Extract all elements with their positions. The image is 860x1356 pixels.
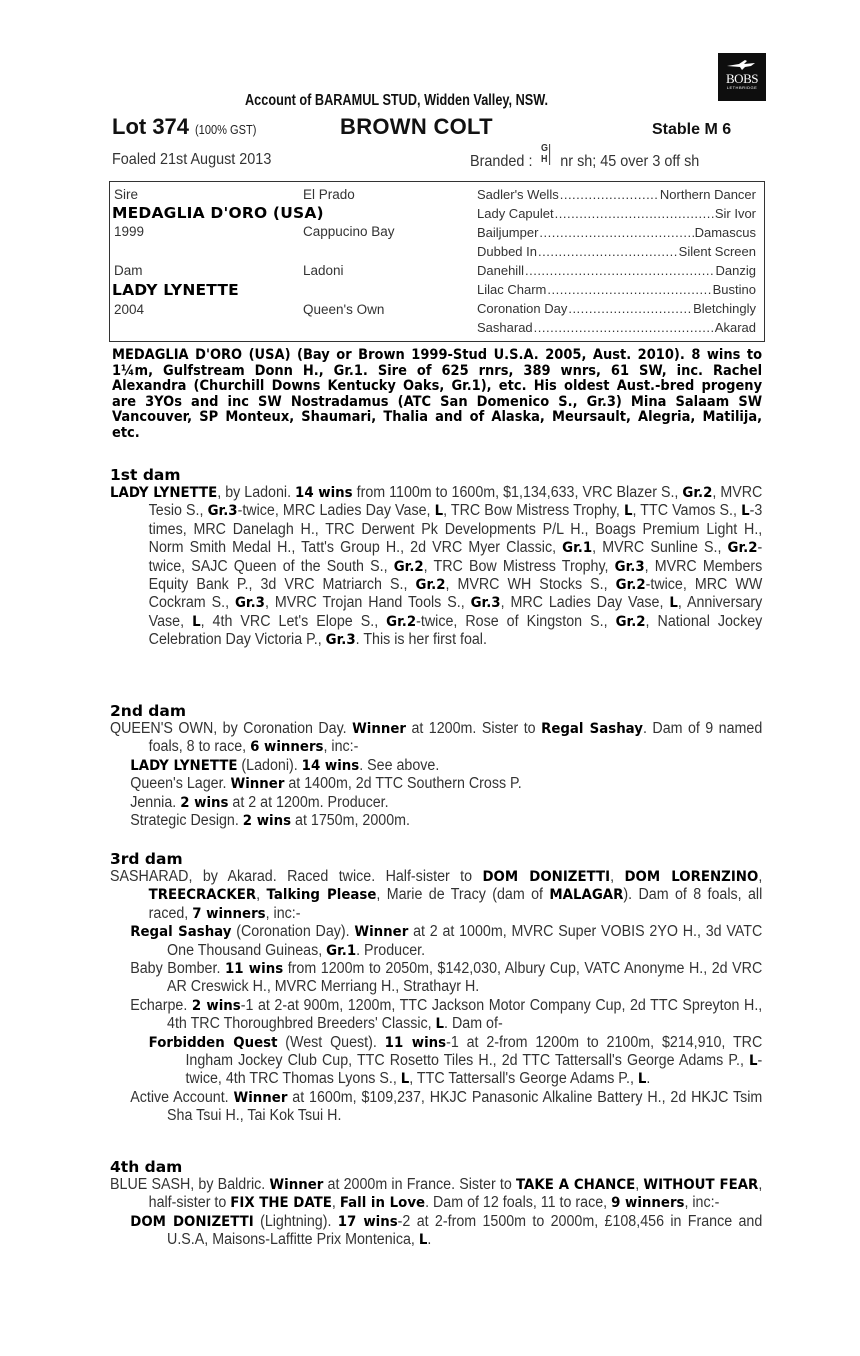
- section-heading: 4th dam: [110, 1158, 183, 1176]
- progeny-entry: Active Account. Winner at 1600m, $109,237, HKJC Panasonic Alkaline Battery H., 2d HKJC Tsim Sha Tsui H., Tai Kok Tsui H.: [130, 1088, 763, 1125]
- ancestor-row: Danehill ..... Danzig: [477, 263, 756, 279]
- progeny-entry: Queen's Lager. Winner at 1400m, 2d TTC Southern Cross P.: [130, 775, 522, 793]
- bobs-logo: [718, 53, 766, 101]
- dam-dam: Queen's Own: [303, 302, 385, 317]
- ancestor-row: Bailjumper ..... Damascus: [477, 225, 756, 241]
- foaled-date: Foaled 21st August 2013: [112, 151, 272, 168]
- ancestor-row: Dubbed In ..... Silent Screen: [477, 244, 756, 260]
- section-body: [110, 484, 762, 650]
- branded-detail: nr sh; 45 over 3 off sh: [560, 153, 700, 170]
- lot-number: [112, 114, 267, 140]
- sire-year: 1999: [114, 224, 145, 239]
- ancestor-row: Lilac Charm ..... Bustino: [477, 282, 756, 298]
- progeny-entry: DOM DONIZETTI (Lightning). 17 wins-2 at 2-from 1500m to 2000m, £108,456 in France and U.S.A, Maisons-Laffitte Prix Montenica, L.: [130, 1212, 763, 1249]
- section-heading: 1st dam: [110, 466, 181, 484]
- vendor-account: Account of BARAMUL STUD, Widden Valley, NSW.: [245, 92, 549, 109]
- dam-name: LADY LYNETTE: [112, 281, 239, 299]
- sire-label: Sire: [114, 187, 139, 202]
- section-4th-dam: [110, 1158, 762, 1250]
- sire-summary: MEDAGLIA D'ORO (USA) (Bay or Brown 1999-Stud U.S.A. 2005, Aust. 2010). 8 wins to 1¼m, Gulfstream Donn H., Gr.1. Sire of 625 rnrs, 389 wnrs, 61 SW, inc. Rachel Alexandra (Churchill Downs Kentucky Oaks, Gr.1), etc. His oldest Aust.-bred progeny are 3YOs and inc SW Nostradamus (ATC San Domenico S., Gr.3) Mina Salaam SW Vancouver, SP Monteux, Shaumari, Thalia and of Alaska, Meursault, Alegria, Matilija, etc.: [112, 347, 763, 441]
- stable-location: Stable M 6: [652, 121, 732, 138]
- logo-subtitle: LETHBRIDGE: [726, 85, 758, 90]
- progeny-entry: Forbidden Quest (West Quest). 11 wins-1 at 2-from 1200m to 2100m, $214,910, TRC Ingham Jockey Club Cup, TTC Rosetto Tiles H., 2d TTC Tattersall's George Adams P., L-twice, 4th TRC Thomas Lyons S., L, TTC Tattersall's George Adams P., L.: [148, 1033, 763, 1088]
- lot-label: Lot 374: [112, 114, 190, 139]
- ancestor-row: Sadler's Wells ..... Northern Dancer: [477, 187, 756, 203]
- dam-entry: SASHARAD, by Akarad. Raced twice. Half-sister to DOM DONIZETTI, DOM LORENZINO, TREECRACKER, Talking Please, Marie de Tracy (dam of MALAGAR). Dam of 8 foals, all raced, 7 winners, inc:-: [110, 868, 763, 922]
- section-body: [110, 1176, 762, 1250]
- ancestor-row: Lady Capulet ..... Sir Ivor: [477, 206, 756, 222]
- gst-note: (100% GST): [195, 122, 257, 137]
- bird-icon: [725, 59, 759, 71]
- sire-name: MEDAGLIA D'ORO (USA): [112, 204, 324, 222]
- ancestor-row: Sasharad ..... Akarad: [477, 320, 756, 336]
- sire-dam: Cappucino Bay: [303, 224, 395, 239]
- dam-entry: BLUE SASH, by Baldric. Winner at 2000m in France. Sister to TAKE A CHANCE, WITHOUT FEAR, half-sister to FIX THE DATE, Fall in Love. Dam of 12 foals, 11 to race, 9 winners, inc:-: [110, 1176, 763, 1212]
- section-heading: 2nd dam: [110, 702, 187, 720]
- ancestor-row: Coronation Day ..... Bletchingly: [477, 301, 756, 317]
- progeny-entry: Regal Sashay (Coronation Day). Winner at 2 at 1000m, MVRC Super VOBIS 2YO H., 3d VATC One Thousand Guineas, Gr.1. Producer.: [130, 923, 763, 959]
- branded-label: Branded :: [470, 153, 533, 170]
- progeny-entry: LADY LYNETTE (Ladoni). 14 wins. See above.: [130, 756, 440, 774]
- section-body: [110, 868, 762, 1126]
- brand-mark-icon: G H: [540, 143, 548, 165]
- branded-info: [470, 143, 700, 171]
- dam-year: 2004: [114, 302, 145, 317]
- section-heading: 3rd dam: [110, 850, 183, 868]
- sire-sire: El Prado: [303, 187, 355, 202]
- logo-name: BOBS: [726, 71, 758, 86]
- dam-sire: Ladoni: [303, 263, 344, 278]
- progeny-entry: Jennia. 2 wins at 2 at 1200m. Producer.: [130, 793, 389, 811]
- pedigree-table: [109, 181, 765, 342]
- progeny-entry: Strategic Design. 2 wins at 1750m, 2000m.: [130, 812, 410, 830]
- horse-description: BROWN COLT: [340, 114, 493, 139]
- dam-label: Dam: [114, 263, 143, 278]
- dam-entry: LADY LYNETTE, by Ladoni. 14 wins from 1100m to 1600m, $1,134,633, VRC Blazer S., Gr.2, MVRC Tesio S., Gr.3-twice, MRC Ladies Day Vase, L, TRC Bow Mistress Trophy, L, TTC Vamos S., L-3 times, MRC Danelagh H., TRC Derwent Pk Developments P/L H., Boags Premium Light H., Norm Smith Medal H., Tatt's Group H., 2d VRC Myer Classic, Gr.1, MVRC Sunline S., Gr.2-twice, SAJC Queen of the South S., Gr.2, TRC Bow Mistress Trophy, Gr.3, MVRC Members Equity Bank P., 3d VRC Matriarch S., Gr.2, MVRC WH Stocks S., Gr.2-twice, MRC WW Cockram S., Gr.3, MVRC Trojan Hand Tools S., Gr.3, MRC Ladies Day Vase, L, Anniversary Vase, L, 4th VRC Let's Elope S., Gr.2-twice, Rose of Kingston S., Gr.2, National Jockey Celebration Day Victoria P., Gr.3. This is her first foal.: [110, 484, 763, 649]
- section-body: [110, 720, 762, 830]
- section-2nd-dam: [110, 702, 762, 830]
- progeny-entry: Baby Bomber. 11 wins from 1200m to 2050m, $142,030, Albury Cup, VATC Anonyme H., 2d VRC AR Creswick H., MVRC Merriang H., Strathayr H.: [130, 960, 763, 996]
- section-1st-dam: [110, 466, 762, 650]
- dam-entry: QUEEN'S OWN, by Coronation Day. Winner at 1200m. Sister to Regal Sashay. Dam of 9 named foals, 8 to race, 6 winners, inc:-: [110, 720, 763, 756]
- progeny-entry: Echarpe. 2 wins-1 at 2-at 900m, 1200m, TTC Jackson Motor Company Cup, 2d TTC Spreyton H., 4th TRC Thoroughbred Breeders' Classic, L. Dam of-: [130, 996, 763, 1033]
- section-3rd-dam: [110, 850, 762, 1126]
